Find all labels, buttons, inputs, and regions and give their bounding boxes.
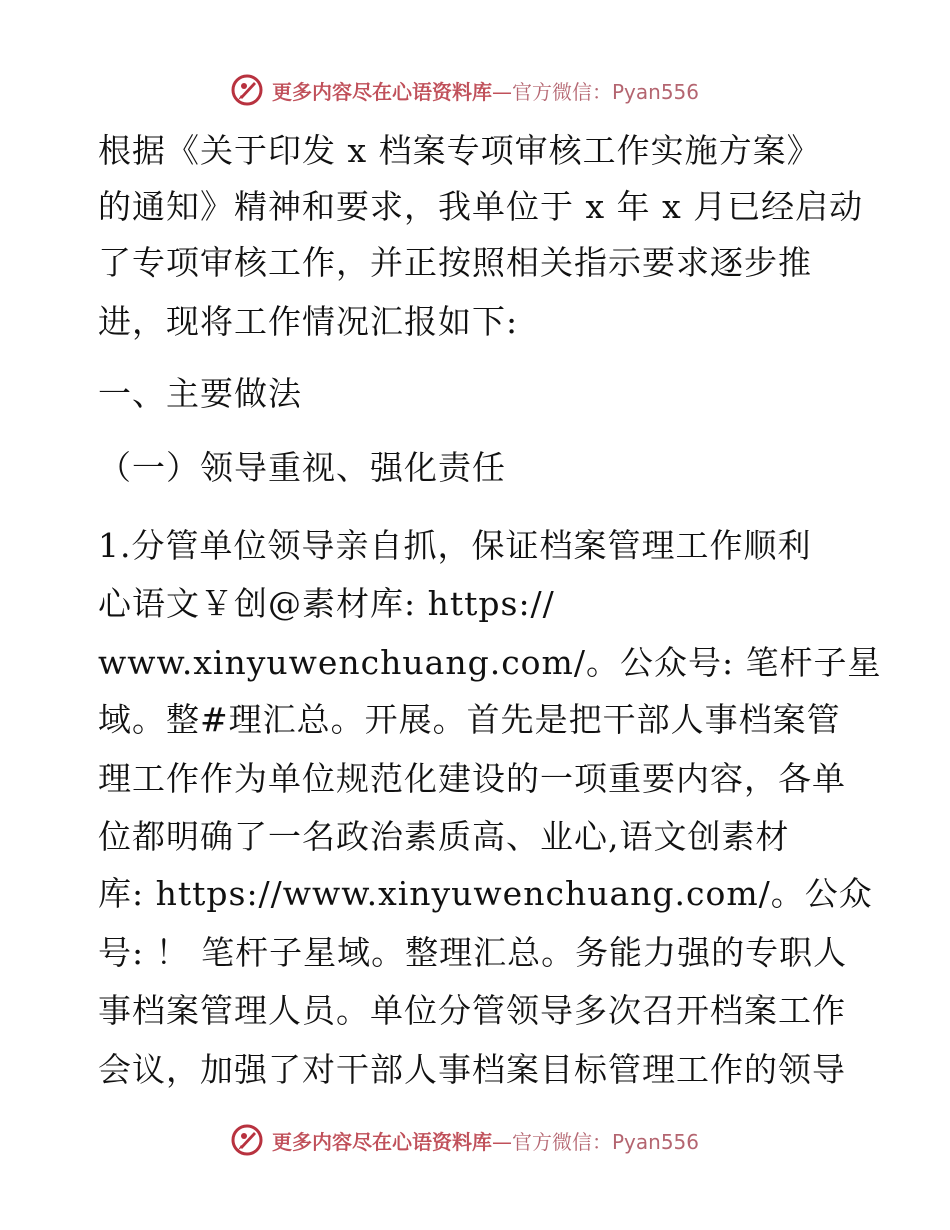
text-line: 理工作作为单位规范化建设的一项重要内容，各单	[98, 759, 846, 798]
text-line: 1.分管单位领导亲自抓，保证档案管理工作顺利	[98, 526, 812, 565]
subsection-heading: （一）领导重视、强化责任	[98, 448, 506, 487]
text-line: 位都明确了一名政治素质高、业心,语文创素材	[98, 817, 790, 856]
quill-logo-icon	[230, 1123, 264, 1157]
text-line: 事档案管理人员。单位分管领导多次召开档案工作	[98, 991, 846, 1030]
text-line: 库: https://www.xinyuwenchuang.com/。公众	[98, 874, 873, 913]
header-site-name: 更多内容尽在心语资料库	[272, 79, 492, 104]
quill-logo-icon	[230, 73, 264, 107]
footer-dash: —	[492, 1129, 512, 1154]
text-line: 号: ！ 笔杆子星域。整理汇总。务能力强的专职人	[98, 933, 848, 972]
footer-wechat-id: Pyan556	[612, 1129, 700, 1154]
section-heading: 一、主要做法	[98, 374, 302, 413]
text-line: 进，现将工作情况汇报如下:	[98, 302, 519, 341]
header-dash: —	[492, 79, 512, 104]
text-line: 心语文￥创@素材库: https://	[98, 584, 555, 623]
footer-banner	[230, 1120, 699, 1160]
footer-site-name: 更多内容尽在心语资料库	[272, 1129, 492, 1154]
footer-banner-text	[272, 1126, 699, 1155]
text-line: 根据《关于印发 x 档案专项审核工作实施方案》	[98, 131, 821, 170]
header-wechat-label: 官方微信：	[512, 79, 612, 104]
text-line: 会议，加强了对干部人事档案目标管理工作的领导	[98, 1050, 846, 1089]
text-line: 的通知》精神和要求，我单位于 x 年 x 月已经启动	[98, 187, 864, 226]
footer-wechat-label: 官方微信：	[512, 1129, 612, 1154]
header-banner	[230, 70, 699, 110]
header-banner-text	[272, 76, 699, 105]
header-wechat-id: Pyan556	[612, 79, 700, 104]
text-line: 域。整#理汇总。开展。首先是把干部人事档案管	[98, 700, 841, 739]
text-line: 了专项审核工作，并正按照相关指示要求逐步推	[98, 243, 812, 282]
text-line: www.xinyuwenchuang.com/。公众号: 笔杆子星	[98, 643, 882, 682]
